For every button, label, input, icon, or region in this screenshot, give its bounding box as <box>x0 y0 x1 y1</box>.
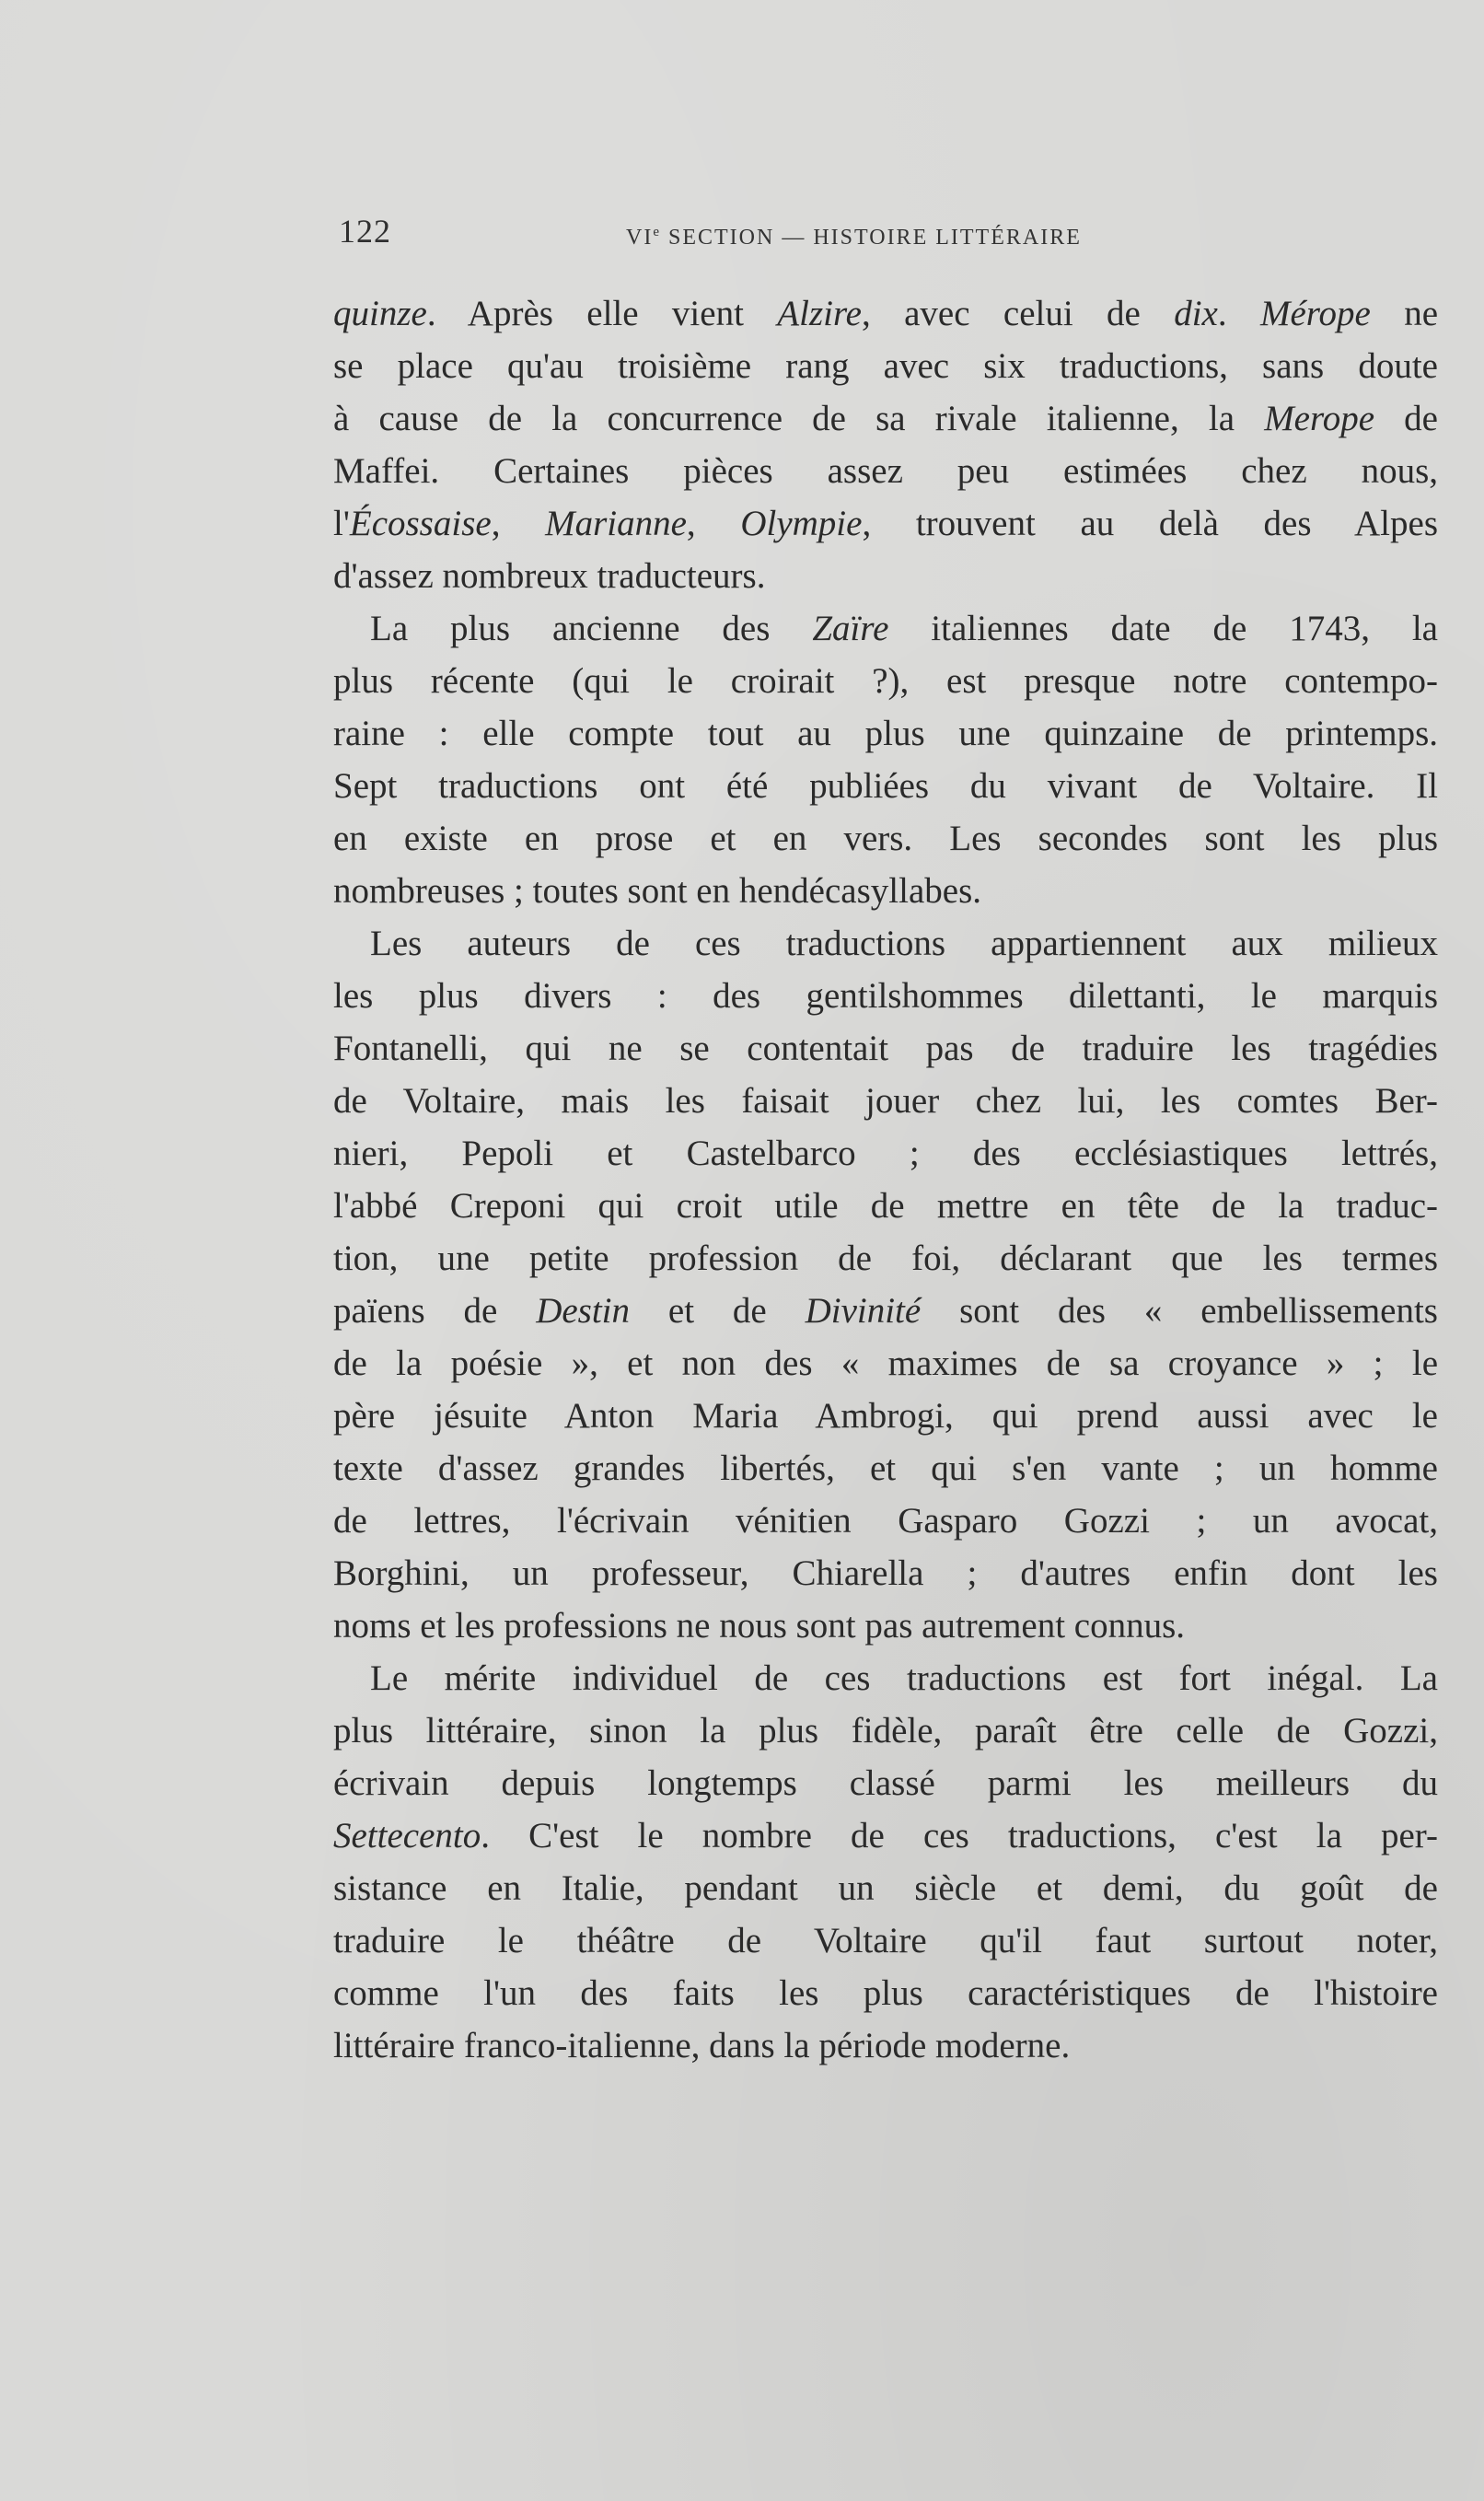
text-line <box>333 1704 1438 1757</box>
text-line <box>333 550 1438 602</box>
text-line <box>333 707 1438 760</box>
text-segment: en existe en prose et en vers. Les secondes sont les plus <box>333 819 1438 858</box>
text-segment: Sept traductions ont été publiées du vivant de Voltaire. Il <box>333 766 1438 806</box>
text-line <box>333 1914 1438 1967</box>
text-segment: Les auteurs de ces traductions appartiennent aux milieux <box>370 924 1438 963</box>
text-line <box>333 1809 1438 1862</box>
text-segment: nieri, Pepoli et Castelbarco ; des ecclésiastiques lettrés, <box>333 1134 1438 1173</box>
text-line <box>333 812 1438 865</box>
text-segment: à cause de la concurrence de sa rivale italienne, la <box>333 399 1265 438</box>
italic-title: Destin <box>536 1291 631 1331</box>
section-title: SECTION — HISTOIRE LITTÉRAIRE <box>661 226 1082 250</box>
page-number: 122 <box>339 213 391 250</box>
text-line <box>333 2019 1438 2072</box>
text-segment: l'abbé Creponi qui croit utile de mettre en tête de la traduc- <box>333 1186 1438 1226</box>
text-line <box>333 1390 1438 1442</box>
text-line <box>333 760 1438 812</box>
text-segment: traduire le théâtre de Voltaire qu'il faut surtout noter, <box>333 1921 1438 1960</box>
text-segment: , <box>686 504 741 543</box>
italic-title: Olympie <box>740 504 863 543</box>
text-line <box>333 1232 1438 1285</box>
body-text <box>333 287 1438 2072</box>
text-segment: écrivain depuis longtemps classé parmi les meilleurs du <box>333 1763 1438 1803</box>
italic-title: Zaïre <box>812 609 889 648</box>
text-segment: , <box>491 504 546 543</box>
text-line <box>333 497 1438 550</box>
text-segment: père jésuite Anton Maria Ambrogi, qui prend aussi avec le <box>333 1396 1438 1436</box>
text-segment: se place qu'au troisième rang avec six traductions, sans doute <box>333 346 1438 386</box>
text-segment: raine : elle compte tout au plus une quinzaine de printemps. <box>333 714 1438 753</box>
italic-title: Marianne <box>545 504 687 543</box>
text-segment: . <box>1217 294 1260 333</box>
italic-title: Divinité <box>805 1291 922 1331</box>
text-line <box>333 655 1438 707</box>
text-line <box>333 970 1438 1022</box>
text-segment: La plus ancienne des <box>370 609 813 648</box>
text-segment: ne <box>1370 294 1438 333</box>
italic-title: dix <box>1174 294 1218 333</box>
text-segment: Fontanelli, qui ne se contentait pas de traduire les tragédies <box>333 1029 1438 1068</box>
text-segment: sistance en Italie, pendant un siècle et demi, du goût de <box>333 1868 1438 1908</box>
italic-title: Alzire <box>777 294 862 333</box>
text-segment: nombreuses ; toutes sont en hendécasyllabes. <box>333 871 981 911</box>
text-segment: , trouvent au delà des Alpes <box>862 504 1439 543</box>
text-line <box>333 1442 1438 1495</box>
text-segment: . C'est le nombre de ces traductions, c'est la per- <box>481 1816 1438 1855</box>
text-segment: l' <box>333 504 350 543</box>
text-line <box>333 445 1438 497</box>
text-line <box>333 1495 1438 1547</box>
text-segment: . Après elle vient <box>426 294 778 333</box>
text-segment: comme l'un des faits les plus caractéristiques de l'histoire <box>333 1973 1438 2013</box>
text-line <box>333 1757 1438 1809</box>
italic-title: Écossaise <box>349 504 492 543</box>
italic-title: quinze <box>333 294 427 333</box>
text-line <box>333 1862 1438 1914</box>
text-segment: Le mérite individuel de ces traductions est fort inégal. La <box>370 1658 1438 1698</box>
text-segment: de la poésie », et non des « maximes de sa croyance » ; le <box>333 1344 1438 1383</box>
text-line <box>333 1180 1438 1232</box>
text-line <box>333 1599 1438 1652</box>
text-line <box>333 392 1438 445</box>
text-segment: et de <box>630 1291 806 1331</box>
text-line <box>333 1075 1438 1127</box>
text-line <box>333 1547 1438 1599</box>
text-segment: Maffei. Certaines pièces assez peu estimées chez nous, <box>333 451 1438 491</box>
text-segment: d'assez nombreux traducteurs. <box>333 556 766 596</box>
text-segment: Borghini, un professeur, Chiarella ; d'autres enfin dont les <box>333 1553 1438 1593</box>
text-line <box>333 1652 1438 1704</box>
text-line <box>333 865 1438 917</box>
running-head <box>626 225 1082 250</box>
section-superscript: e <box>653 225 661 239</box>
section-roman: VI <box>626 226 654 250</box>
text-line <box>333 1127 1438 1180</box>
text-line <box>333 1967 1438 2019</box>
text-line <box>333 340 1438 392</box>
text-segment: italiennes date de 1743, la <box>888 609 1438 648</box>
text-line <box>333 602 1438 655</box>
text-segment: de <box>1374 399 1438 438</box>
text-segment: de lettres, l'écrivain vénitien Gasparo Gozzi ; un avocat, <box>333 1501 1438 1541</box>
text-segment: païens de <box>333 1291 537 1331</box>
text-segment: de Voltaire, mais les faisait jouer chez lui, les comtes Ber- <box>333 1081 1438 1121</box>
text-segment: texte d'assez grandes libertés, et qui s'en vante ; un homme <box>333 1448 1438 1488</box>
text-segment: plus littéraire, sinon la plus fidèle, paraît être celle de Gozzi, <box>333 1711 1438 1751</box>
text-line <box>333 917 1438 970</box>
text-segment: littéraire franco-italienne, dans la période moderne. <box>333 2026 1071 2065</box>
italic-title: Merope <box>1264 399 1375 438</box>
text-segment: noms et les professions ne nous sont pas autrement connus. <box>333 1606 1186 1646</box>
text-line <box>333 1285 1438 1337</box>
text-line <box>333 1022 1438 1075</box>
italic-title: Settecento <box>333 1816 481 1855</box>
text-segment: plus récente (qui le croirait ?), est presque notre contempo- <box>333 661 1438 701</box>
text-line <box>333 1337 1438 1390</box>
text-segment: sont des « embellissements <box>921 1291 1438 1331</box>
text-segment: tion, une petite profession de foi, déclarant que les termes <box>333 1239 1438 1278</box>
text-line <box>333 287 1438 340</box>
text-segment: , avec celui de <box>862 294 1175 333</box>
text-segment: les plus divers : des gentilshommes dilettanti, le marquis <box>333 976 1438 1016</box>
italic-title: Mérope <box>1259 294 1371 333</box>
